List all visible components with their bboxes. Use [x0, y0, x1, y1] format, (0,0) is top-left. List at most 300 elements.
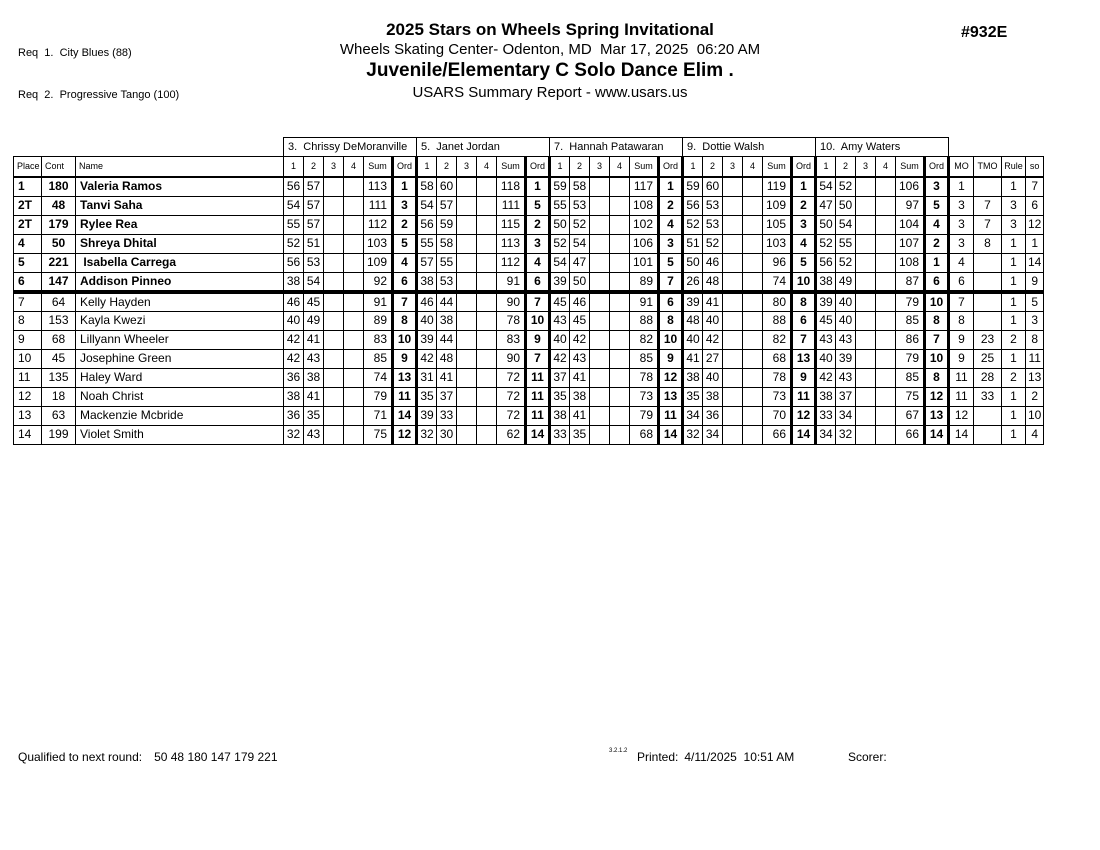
score-cell	[610, 406, 630, 425]
skater-name-cell: Mackenzie Mcbride	[76, 406, 284, 425]
mo-cell: 3	[949, 234, 974, 253]
ord-cell: 13	[393, 368, 417, 387]
place-cell: 5	[14, 253, 42, 272]
score-cell	[876, 177, 896, 196]
score-cell	[344, 406, 364, 425]
contestant-number-cell: 147	[42, 272, 76, 292]
score-cell: 38	[437, 311, 457, 330]
ord-cell: 12	[792, 406, 816, 425]
score-cell	[477, 330, 497, 349]
score-cell: 38	[417, 272, 437, 292]
col-header-judge3-4: 4	[610, 157, 630, 178]
ord-cell: 10	[925, 292, 949, 312]
score-cell: 39	[816, 292, 836, 312]
score-cell: 38	[816, 387, 836, 406]
ord-cell: 8	[393, 311, 417, 330]
ord-cell: 9	[792, 368, 816, 387]
col-header-judge4-3: 3	[723, 157, 743, 178]
rule-cell: 2	[1002, 330, 1026, 349]
col-header-judge5-2: 2	[836, 157, 856, 178]
tmo-cell: 7	[974, 215, 1002, 234]
score-cell	[610, 234, 630, 253]
sum-cell: 88	[630, 311, 659, 330]
score-cell	[610, 196, 630, 215]
score-cell	[590, 425, 610, 444]
score-cell: 43	[550, 311, 570, 330]
so-cell: 11	[1026, 349, 1044, 368]
col-header-judge3-sum: Sum	[630, 157, 659, 178]
score-cell: 53	[703, 196, 723, 215]
rule-cell: 1	[1002, 311, 1026, 330]
so-cell: 8	[1026, 330, 1044, 349]
contestant-number-cell: 45	[42, 349, 76, 368]
score-cell	[723, 253, 743, 272]
score-cell	[723, 215, 743, 234]
score-cell: 32	[284, 425, 304, 444]
ord-cell: 2	[925, 234, 949, 253]
column-header-row	[14, 157, 1044, 178]
score-cell	[344, 311, 364, 330]
tmo-cell	[974, 292, 1002, 312]
ord-cell: 3	[526, 234, 550, 253]
score-cell: 56	[284, 253, 304, 272]
score-cell	[344, 330, 364, 349]
rule-cell: 1	[1002, 349, 1026, 368]
place-cell: 14	[14, 425, 42, 444]
ord-cell: 7	[526, 292, 550, 312]
score-cell: 41	[570, 368, 590, 387]
score-cell	[856, 368, 876, 387]
score-cell	[743, 177, 763, 196]
so-cell: 9	[1026, 272, 1044, 292]
rule-cell: 3	[1002, 196, 1026, 215]
sum-cell: 68	[630, 425, 659, 444]
rule-cell: 1	[1002, 253, 1026, 272]
score-cell	[723, 406, 743, 425]
score-cell	[876, 425, 896, 444]
score-cell: 52	[836, 253, 856, 272]
sum-cell: 66	[896, 425, 925, 444]
score-cell: 37	[437, 387, 457, 406]
score-cell: 40	[550, 330, 570, 349]
table-row	[14, 177, 1044, 196]
ord-cell: 1	[792, 177, 816, 196]
so-cell: 6	[1026, 196, 1044, 215]
mo-cell: 14	[949, 425, 974, 444]
contestant-number-cell: 180	[42, 177, 76, 196]
ord-cell: 2	[526, 215, 550, 234]
score-cell: 43	[836, 368, 856, 387]
score-cell	[324, 330, 344, 349]
score-cell: 38	[683, 368, 703, 387]
qualified-line	[18, 750, 278, 764]
score-cell: 57	[437, 196, 457, 215]
score-cell	[856, 234, 876, 253]
score-cell: 57	[304, 215, 324, 234]
score-cell: 59	[550, 177, 570, 196]
score-cell: 51	[683, 234, 703, 253]
score-cell: 57	[304, 177, 324, 196]
contestant-number-cell: 153	[42, 311, 76, 330]
score-cell	[856, 196, 876, 215]
mo-cell: 4	[949, 253, 974, 272]
score-cell: 33	[816, 406, 836, 425]
score-cell	[610, 215, 630, 234]
title-block	[0, 20, 1100, 103]
sum-cell: 108	[896, 253, 925, 272]
ord-cell: 3	[925, 177, 949, 196]
sum-cell: 83	[497, 330, 526, 349]
ord-cell: 3	[393, 196, 417, 215]
col-header-mo: MO	[949, 157, 974, 178]
sum-cell: 90	[497, 349, 526, 368]
ord-cell: 3	[659, 234, 683, 253]
ord-cell: 7	[925, 330, 949, 349]
score-cell: 42	[816, 368, 836, 387]
score-cell	[590, 368, 610, 387]
rule-cell: 2	[1002, 368, 1026, 387]
score-cell: 42	[284, 330, 304, 349]
score-cell: 42	[570, 330, 590, 349]
sum-cell: 104	[896, 215, 925, 234]
score-cell	[610, 292, 630, 312]
sum-cell: 91	[630, 292, 659, 312]
sum-cell: 79	[896, 349, 925, 368]
table-row	[14, 234, 1044, 253]
score-cell	[324, 406, 344, 425]
ord-cell: 4	[526, 253, 550, 272]
table-row	[14, 272, 1044, 292]
score-cell	[590, 330, 610, 349]
score-cell: 53	[304, 253, 324, 272]
ord-cell: 6	[526, 272, 550, 292]
sum-cell: 70	[763, 406, 792, 425]
sum-cell: 79	[630, 406, 659, 425]
col-header-name: Name	[76, 157, 284, 178]
ord-cell: 1	[393, 177, 417, 196]
ord-cell: 6	[393, 272, 417, 292]
score-cell: 56	[816, 253, 836, 272]
sum-cell: 83	[364, 330, 393, 349]
contestant-number-cell: 63	[42, 406, 76, 425]
score-cell: 37	[550, 368, 570, 387]
score-cell	[723, 272, 743, 292]
place-cell: 4	[14, 234, 42, 253]
col-header-judge3-1: 1	[550, 157, 570, 178]
so-cell: 7	[1026, 177, 1044, 196]
score-cell: 40	[703, 311, 723, 330]
score-cell	[876, 272, 896, 292]
sum-cell: 103	[364, 234, 393, 253]
score-cell	[723, 196, 743, 215]
score-cell	[743, 311, 763, 330]
ord-cell: 6	[659, 292, 683, 312]
score-cell: 27	[703, 349, 723, 368]
score-cell: 39	[550, 272, 570, 292]
tmo-cell	[974, 177, 1002, 196]
score-cell	[723, 387, 743, 406]
score-cell: 49	[836, 272, 856, 292]
score-cell: 52	[836, 177, 856, 196]
score-cell	[344, 368, 364, 387]
score-cell	[457, 234, 477, 253]
tmo-cell: 8	[974, 234, 1002, 253]
score-cell	[477, 177, 497, 196]
tmo-cell	[974, 425, 1002, 444]
score-cell: 55	[836, 234, 856, 253]
score-cell: 36	[284, 368, 304, 387]
judge-header-5: 10. Amy Waters	[816, 138, 949, 157]
score-cell: 46	[570, 292, 590, 312]
so-cell: 10	[1026, 406, 1044, 425]
requirement-2: Req 2. Progressive Tango (100)	[18, 89, 180, 101]
sum-cell: 86	[896, 330, 925, 349]
sum-cell: 105	[763, 215, 792, 234]
score-cell: 59	[437, 215, 457, 234]
score-cell	[590, 406, 610, 425]
col-header-judge1-ord: Ord	[393, 157, 417, 178]
score-cell	[856, 215, 876, 234]
contestant-number-cell: 199	[42, 425, 76, 444]
score-cell	[457, 349, 477, 368]
table-row	[14, 215, 1044, 234]
table-row	[14, 387, 1044, 406]
scorer-label: Scorer:	[848, 750, 887, 764]
col-header-judge2-ord: Ord	[526, 157, 550, 178]
score-cell: 32	[417, 425, 437, 444]
score-cell: 39	[836, 349, 856, 368]
ord-cell: 11	[526, 368, 550, 387]
sum-cell: 108	[630, 196, 659, 215]
place-cell: 10	[14, 349, 42, 368]
score-cell	[723, 292, 743, 312]
score-cell: 52	[284, 234, 304, 253]
sum-cell: 89	[630, 272, 659, 292]
score-cell	[856, 311, 876, 330]
score-cell: 40	[284, 311, 304, 330]
score-cell: 43	[304, 425, 324, 444]
score-cell	[610, 368, 630, 387]
contestant-number-cell: 64	[42, 292, 76, 312]
skater-name-cell: Valeria Ramos	[76, 177, 284, 196]
contestant-number-cell: 50	[42, 234, 76, 253]
score-cell: 58	[417, 177, 437, 196]
col-header-judge2-sum: Sum	[497, 157, 526, 178]
so-cell: 3	[1026, 311, 1044, 330]
score-cell	[876, 292, 896, 312]
score-cell	[324, 349, 344, 368]
skater-name-cell: Violet Smith	[76, 425, 284, 444]
contestant-number-cell: 18	[42, 387, 76, 406]
place-cell: 9	[14, 330, 42, 349]
ord-cell: 11	[792, 387, 816, 406]
score-cell	[590, 292, 610, 312]
score-cell: 38	[570, 387, 590, 406]
score-cell: 60	[437, 177, 457, 196]
printed-value: 4/11/2025 10:51 AM	[684, 750, 795, 764]
ord-cell: 2	[659, 196, 683, 215]
score-cell: 48	[683, 311, 703, 330]
ord-cell: 13	[925, 406, 949, 425]
sum-cell: 118	[497, 177, 526, 196]
sum-cell: 91	[364, 292, 393, 312]
judge-header-3: 7. Hannah Patawaran	[550, 138, 683, 157]
score-cell: 39	[417, 330, 437, 349]
score-cell: 33	[550, 425, 570, 444]
tmo-cell: 28	[974, 368, 1002, 387]
ord-cell: 8	[925, 311, 949, 330]
rule-cell: 1	[1002, 406, 1026, 425]
col-header-judge1-3: 3	[324, 157, 344, 178]
judges-header-row	[14, 138, 1044, 157]
tmo-cell	[974, 272, 1002, 292]
ord-cell: 2	[393, 215, 417, 234]
table-row	[14, 368, 1044, 387]
col-header-judge4-sum: Sum	[763, 157, 792, 178]
score-cell: 39	[683, 292, 703, 312]
ord-cell: 14	[659, 425, 683, 444]
sum-cell: 109	[364, 253, 393, 272]
ord-cell: 10	[393, 330, 417, 349]
score-cell	[723, 425, 743, 444]
score-cell: 55	[550, 196, 570, 215]
score-cell	[477, 253, 497, 272]
score-cell: 55	[284, 215, 304, 234]
printed-label: Printed:	[637, 750, 679, 764]
table-row	[14, 196, 1044, 215]
results-table	[13, 137, 1044, 445]
col-header-judge5-3: 3	[856, 157, 876, 178]
score-cell	[590, 234, 610, 253]
col-header-cont: Cont	[42, 157, 76, 178]
score-cell: 52	[683, 215, 703, 234]
sum-cell: 111	[497, 196, 526, 215]
score-cell: 54	[836, 215, 856, 234]
score-cell: 40	[836, 292, 856, 312]
score-cell: 41	[703, 292, 723, 312]
sum-cell: 68	[763, 349, 792, 368]
score-cell: 32	[683, 425, 703, 444]
sum-cell: 85	[896, 368, 925, 387]
ord-cell: 5	[792, 253, 816, 272]
score-cell	[876, 368, 896, 387]
ord-cell: 14	[393, 406, 417, 425]
score-cell: 38	[304, 368, 324, 387]
score-cell: 40	[816, 349, 836, 368]
col-header-judge2-1: 1	[417, 157, 437, 178]
sum-cell: 85	[896, 311, 925, 330]
score-cell: 57	[417, 253, 437, 272]
sum-cell: 91	[497, 272, 526, 292]
score-cell	[590, 349, 610, 368]
sum-cell: 106	[630, 234, 659, 253]
ord-cell: 8	[792, 292, 816, 312]
table-row	[14, 330, 1044, 349]
score-cell	[743, 196, 763, 215]
score-cell	[344, 292, 364, 312]
score-cell: 40	[417, 311, 437, 330]
rule-cell: 1	[1002, 387, 1026, 406]
score-cell	[610, 349, 630, 368]
score-cell: 40	[836, 311, 856, 330]
score-cell	[876, 406, 896, 425]
score-cell: 38	[703, 387, 723, 406]
sum-cell: 113	[497, 234, 526, 253]
ord-cell: 7	[792, 330, 816, 349]
ord-cell: 4	[792, 234, 816, 253]
score-cell: 30	[437, 425, 457, 444]
judge-header-4: 9. Dottie Walsh	[683, 138, 816, 157]
score-cell: 33	[437, 406, 457, 425]
score-cell	[856, 406, 876, 425]
score-cell	[324, 387, 344, 406]
so-cell: 14	[1026, 253, 1044, 272]
skater-name-cell: Rylee Rea	[76, 215, 284, 234]
so-cell: 2	[1026, 387, 1044, 406]
score-cell: 35	[304, 406, 324, 425]
col-header-judge2-4: 4	[477, 157, 497, 178]
score-cell	[856, 292, 876, 312]
score-cell	[457, 215, 477, 234]
score-cell	[457, 292, 477, 312]
report-type-line: USARS Summary Report - www.usars.us	[412, 84, 688, 101]
contestant-number-cell: 179	[42, 215, 76, 234]
table-row	[14, 253, 1044, 272]
sum-cell: 85	[630, 349, 659, 368]
score-cell	[743, 292, 763, 312]
skater-name-cell: Isabella Carrega	[76, 253, 284, 272]
ord-cell: 2	[792, 196, 816, 215]
col-header-judge2-3: 3	[457, 157, 477, 178]
sum-cell: 112	[364, 215, 393, 234]
ord-cell: 11	[659, 406, 683, 425]
score-cell: 35	[683, 387, 703, 406]
sum-cell: 66	[763, 425, 792, 444]
score-cell: 53	[437, 272, 457, 292]
tmo-cell: 7	[974, 196, 1002, 215]
competition-title: 2025 Stars on Wheels Spring Invitational	[386, 20, 714, 39]
score-cell: 52	[550, 234, 570, 253]
score-cell: 46	[703, 253, 723, 272]
score-cell	[477, 387, 497, 406]
sum-cell: 71	[364, 406, 393, 425]
ord-cell: 9	[526, 330, 550, 349]
ord-cell: 10	[659, 330, 683, 349]
score-cell: 54	[550, 253, 570, 272]
sum-cell: 79	[896, 292, 925, 312]
score-cell: 42	[284, 349, 304, 368]
contestant-number-cell: 221	[42, 253, 76, 272]
score-cell: 31	[417, 368, 437, 387]
rule-cell: 1	[1002, 177, 1026, 196]
score-cell: 56	[683, 196, 703, 215]
score-cell: 54	[284, 196, 304, 215]
score-cell	[743, 234, 763, 253]
sum-cell: 112	[497, 253, 526, 272]
score-cell	[344, 177, 364, 196]
sum-cell: 117	[630, 177, 659, 196]
score-cell	[743, 215, 763, 234]
spacer	[14, 138, 284, 157]
score-cell	[743, 349, 763, 368]
sum-cell: 67	[896, 406, 925, 425]
score-cell	[477, 215, 497, 234]
col-header-judge5-4: 4	[876, 157, 896, 178]
venue-line: Wheels Skating Center- Odenton, MD Mar 17, 2025 06:20 AM	[339, 41, 761, 58]
score-cell: 37	[836, 387, 856, 406]
place-cell: 11	[14, 368, 42, 387]
mo-cell: 11	[949, 387, 974, 406]
